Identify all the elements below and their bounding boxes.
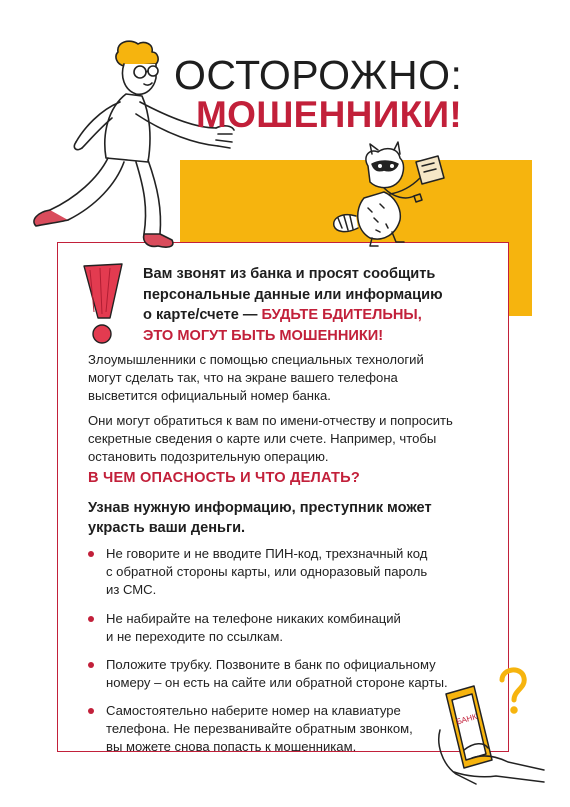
list-item (88, 702, 488, 756)
lead-warning-line: ЭТО МОГУТ БЫТЬ МОШЕННИКИ! (143, 327, 384, 344)
paragraph-line: Злоумышленники с помощью специальных технологий (88, 352, 424, 367)
paragraph-line: Они могут обратиться к вам по имени-отчеству и попросить (88, 413, 453, 428)
lead-line-text: о карте/счете — (143, 307, 258, 323)
list-item-line: Не набирайте на телефоне никаких комбинаций (106, 611, 401, 626)
paragraph-1 (88, 351, 498, 405)
list-item-line: номеру – он есть на сайте или обратной стороне карты. (106, 675, 448, 690)
page-title-line2: МОШЕННИКИ! (196, 94, 462, 135)
list-item (88, 545, 488, 599)
list-item (88, 656, 488, 692)
phone-screen-label: БАНК (455, 712, 478, 727)
advice-list (88, 545, 488, 766)
section-title: В ЧЕМ ОПАСНОСТЬ И ЧТО ДЕЛАТЬ? (88, 470, 360, 486)
paragraph-2 (88, 412, 498, 466)
list-item-line: Положите трубку. Позвоните в банк по официальному (106, 657, 436, 672)
paragraph-line: остановить подозрительную операцию. (88, 449, 329, 464)
lead-text (143, 264, 493, 346)
lead-line: персональные данные или информацию (143, 286, 443, 303)
list-item-line: Не говорите и не вводите ПИН-код, трехзначный код (106, 546, 428, 561)
lead-warning-text: БУДЬТЕ БДИТЕЛЬНЫ, (261, 307, 422, 323)
lead-line: Вам звонят из банка и просят сообщить (143, 266, 436, 282)
list-item-line: Самостоятельно наберите номер на клавиатуре (106, 703, 401, 718)
paragraph-line: могут сделать так, что на экране вашего телефона (88, 370, 398, 385)
exclamation-icon (78, 262, 130, 348)
warning-line: Узнав нужную информацию, преступник может (88, 500, 432, 516)
list-item-line: вы можете снова попасть к мошенникам. (106, 739, 357, 754)
list-item-line: телефона. Не перезванивайте обратным звонком, (106, 721, 413, 736)
list-item-line: из СМС. (106, 582, 157, 597)
list-item-line: с обратной стороны карты, или одноразовый пароль (106, 564, 428, 579)
lead-line (143, 305, 493, 326)
paragraph-line: высветится официальный номер банка. (88, 388, 331, 403)
list-item-line: и не переходите по ссылкам. (106, 629, 283, 644)
warning-line: украсть ваши деньги. (88, 520, 246, 536)
paragraph-line: секретные сведения о карте или счете. Например, чтобы (88, 431, 437, 446)
raccoon-illustration (328, 138, 450, 250)
warning-text (88, 498, 498, 538)
page-title-line1: ОСТОРОЖНО: (174, 52, 463, 98)
list-item (88, 610, 488, 646)
